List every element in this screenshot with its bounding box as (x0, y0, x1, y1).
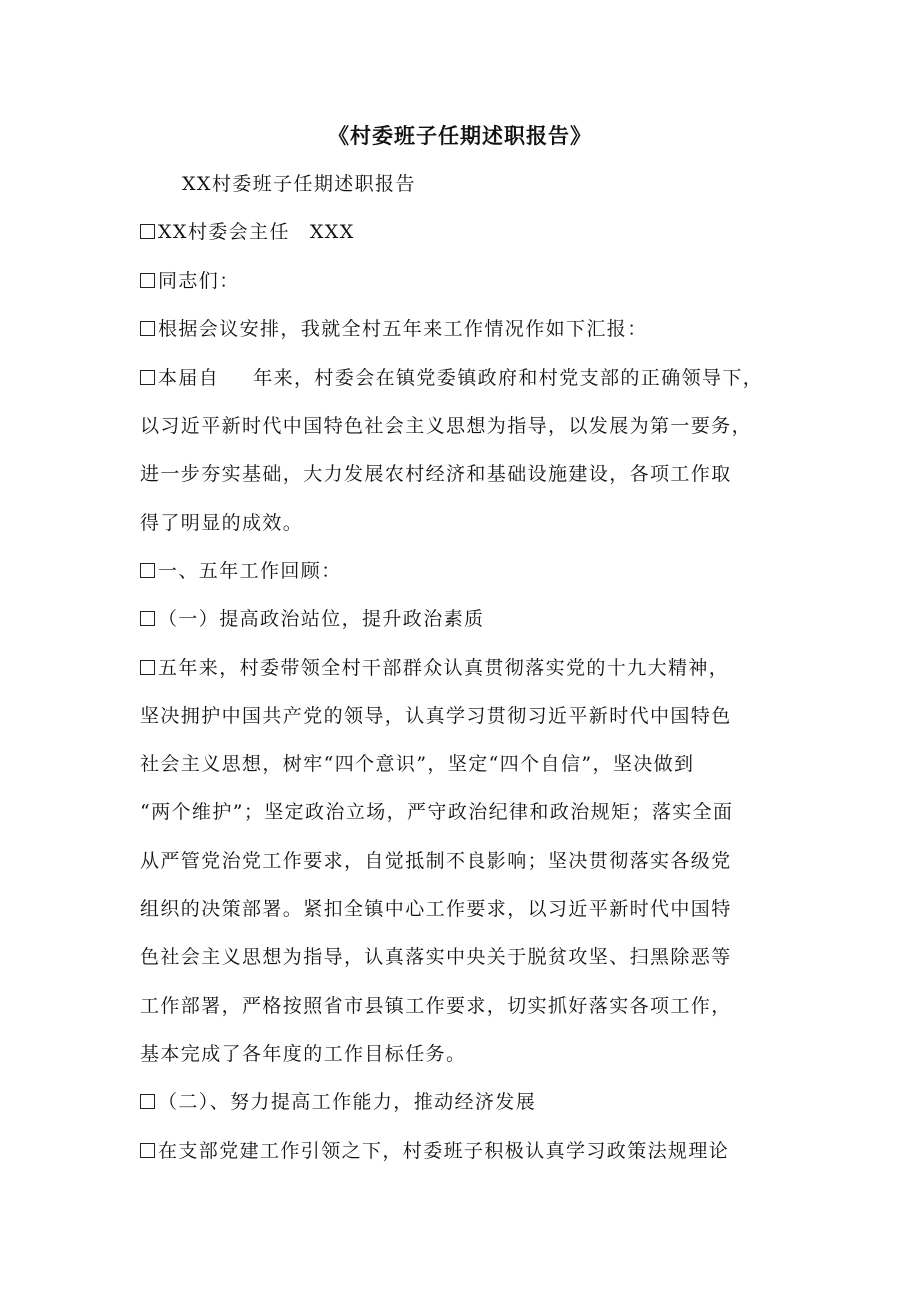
para2-line-2: 坚决拥护中国共产党的领导，认真学习贯彻习近平新时代中国特色 (140, 705, 732, 727)
section-heading-text: 一、五年工作回顾： (158, 560, 342, 582)
checkbox-glyph-icon (140, 321, 155, 336)
para1-line-1 (140, 362, 763, 394)
checkbox-glyph-icon (140, 563, 155, 578)
subheading-2 (140, 1086, 536, 1118)
para1-line-3: 进一步夯实基础，大力发展农村经济和基础设施建设，各项工作取 (140, 463, 732, 485)
salutation-line (140, 265, 240, 297)
para2-line-8: 工作部署，严格按照省市县镇工作要求，切实抓好落实各项工作， (140, 995, 732, 1017)
speaker-name: XXX (309, 221, 355, 243)
para1-start-b: 年来，村委会在镇党委镇政府和村党支部的正确领导下， (253, 367, 764, 389)
subheading-text: （二）、努力提高工作能力，推动经济发展 (158, 1091, 537, 1113)
para3-line-1 (140, 1135, 729, 1167)
para2-line-4: “两个维护”；坚定政治立场，严守政治纪律和政治规矩；落实全面 (140, 801, 734, 823)
intro-line (140, 313, 648, 345)
report-subtitle: XX村委班子任期述职报告 (182, 173, 416, 195)
subheading-text: （一）提高政治站位，提升政治素质 (158, 608, 485, 630)
speaker-org: XX村委会主任 (158, 221, 290, 243)
checkbox-glyph-icon (140, 1094, 155, 1109)
para1-line-4: 得了明显的成效。 (140, 512, 304, 534)
para2-line-9: 基本完成了各年度的工作目标任务。 (140, 1043, 467, 1065)
para1-line-2: 以习近平新时代中国特色社会主义思想为指导，以发展为第一要务， (140, 415, 753, 437)
para3-start: 在支部党建工作引领之下，村委班子积极认真学习政策法规理论 (158, 1140, 730, 1162)
speaker-line (140, 216, 355, 248)
salutation: 同志们： (158, 270, 240, 292)
para2-line-7: 色社会主义思想为指导，认真落实中央关于脱贫攻坚、扫黑除恶等 (140, 946, 732, 968)
para2-line-6: 组织的决策部署。紧扣全镇中心工作要求，以习近平新时代中国特 (140, 898, 732, 920)
checkbox-glyph-icon (140, 224, 155, 239)
para2-line-3: 社会主义思想，树牢“四个意识”，坚定“四个自信”，坚决做到 (140, 753, 695, 775)
para2-line-5: 从严管党治党工作要求，自觉抵制不良影响；坚决贯彻落实各级党 (140, 850, 732, 872)
checkbox-glyph-icon (140, 1143, 155, 1158)
checkbox-glyph-icon (140, 370, 155, 385)
checkbox-glyph-icon (140, 273, 155, 288)
document-title: 《村委班子任期述职报告》 (328, 123, 592, 148)
checkbox-glyph-icon (140, 660, 155, 675)
checkbox-glyph-icon (140, 611, 155, 626)
para2-start: 五年来，村委带领全村干部群众认真贯彻落实党的十九大精神， (158, 657, 730, 679)
para2-line-1 (140, 652, 729, 684)
subheading-1 (140, 603, 484, 635)
para1-start-a: 本届自 (158, 367, 220, 389)
section-heading-1 (140, 555, 342, 587)
intro-text: 根据会议安排，我就全村五年来工作情况作如下汇报： (158, 318, 648, 340)
